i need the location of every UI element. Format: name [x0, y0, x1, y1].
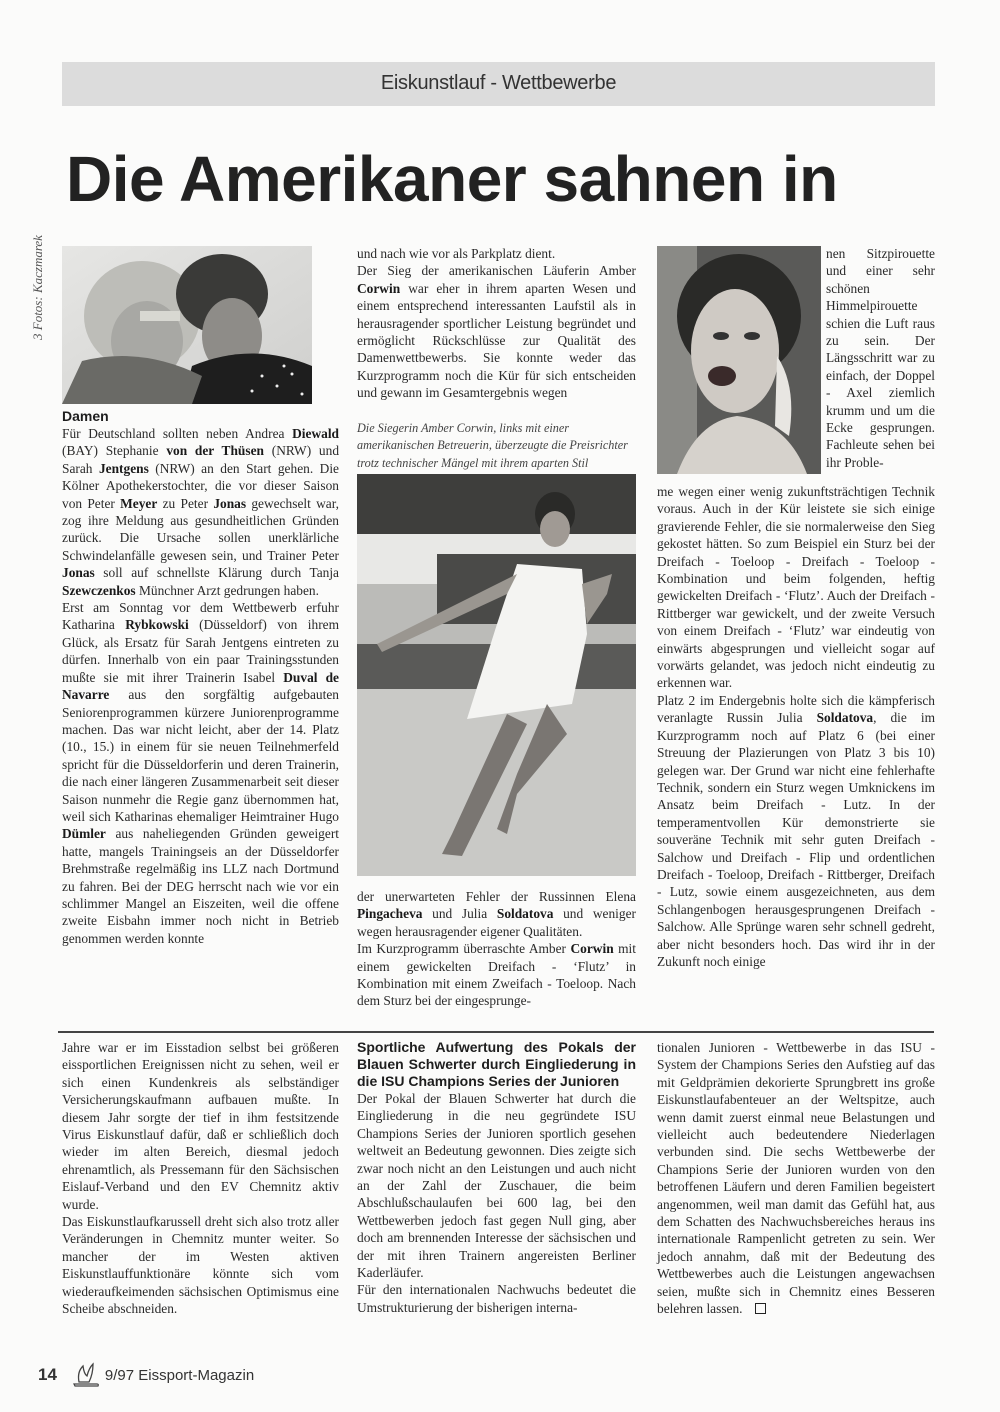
name-emphasis: von der Thüsen	[166, 443, 264, 459]
article-column-2-bottom	[357, 888, 636, 1010]
name-emphasis: Corwin	[570, 941, 614, 957]
paragraph	[657, 1039, 935, 1318]
paragraph: Platz 2 im Endergebnis holte sich die kämpferisch veranlagte Russin Julia Soldatova, die im Kurzprogramm noch auf Platz 6 (bei einer Streuung der Plazierungen von Platz 3 bis 10) gelegen war. Der Grund war nicht eine fehlerhafte Technik, sondern ein Sturz wegen Umknickens im Ansatz beim Dreifach - Lutz. In der temperamentvollen Kür demonstrierte sie souveräne Technik mit sehr guten Dreifach - Salchow und Dreifach - Flip und ordentlichen Dreifach - Toeloop, Dreifach - Rittberger, Dreifach - Lutz, sowie einem ausgezeichneten, aus dem Schlangenbogen herausgesprungenen Dreifach - Salchow. Alle Sprünge waren sehr schnell gedreht, aber nicht besonders hoch. Das wird ihr in der Zukunft noch einige	[657, 692, 935, 969]
paragraph: Erst am Sonntag vor dem Wettbewerb erfuhr Katharina Rybkowski (Düsseldorf) von ihrem Glück, als Ersatz für Sarah Jentgens eintreten zu dürfen. Innerhalb von ein paar Trainingsstunden mußte sie mit ihrer Trainerin Isabel Duval de Navarre aus den sorgfältig aufgebauten Seniorenprogrammen kürzere Juniorenprogramme machen. Das war nicht leicht, aber der 14. Platz (10., 15.) in einem für sie neuen Teilnehmerfeld spricht für die Düsseldorferin und deren Trainerin, die nach einer längeren Zusammenarbeit seit dieser Saison nunmehr die Regie ganz übernommen hat, weil sich Katharinas ehemaliger Heimtrainer Hugo Dümler aus naheliegenden Gründen geweigert hatte, mangels Trainingseis an der Düsseldorfer Brehmstraße regelmäßig ins LLZ nach Dortmund zu fahren. Bei der DEG herrscht nach wie vor ein schlimmer Mangel an Eiszeiten, weil die offene zweite Eisbahn immer noch nicht in Betrieb genommen werden konnte	[62, 600, 340, 946]
bottom-column-3	[657, 1039, 935, 1318]
article-column-3-wrap: nen Sitzpirouette und einer sehr schönen Himmelpirouette schien die Luft raus zu sein. Der Längsschritt war zu einfach, der Doppel - Axel ziemlich krumm und um die Ecke gesprungen. Fachleute sehen bei ihr Proble-	[826, 246, 935, 470]
skate-swan-icon	[71, 1362, 101, 1388]
headline: Die Amerikaner sahnen in	[66, 143, 838, 215]
paragraph: Jahre war er im Eisstadion selbst bei größeren eissportlichen Ereignissen nicht zu sehen, weil er sich einen Kundenkreis als selbständiger Versicherungskaufmann aufbauen mußte. In diesem Jahr sorgte der tief in ihm festsitzende Virus Eiskunstlauf dafür, daß er schließlich doch wieder im alten Bereich, diesmal jedoch ehrenamtlich, als Pressemann für den Sächsischen Eislauf-Verband und den EV Chemnitz aktiv wurde.	[62, 1040, 339, 1212]
paragraph: Im Kurzprogramm überraschte Amber Corwin mit einem gewickelten Dreifach - ‘Flutz’ in Kombination mit einem Zweifach - Toeloop. Nach dem Sturz bei der eingesprunge-	[357, 941, 636, 1009]
photo-skater-on-ice	[357, 474, 636, 876]
name-emphasis: Soldatova	[496, 906, 554, 922]
name-emphasis: Jonas	[62, 565, 95, 581]
paragraph: der unerwarteten Fehler der Russinnen Elena Pingacheva und Julia Soldatova und weniger wegen herausragender eigener Qualitäten.	[357, 889, 636, 939]
paragraph: Der Pokal der Blauen Schwerter hat durch die Eingliederung in die neu gegründete ISU Champions Series der Junioren sportlich gesehen weltweit an Bedeutung gewonnen. Dies zeigte sich zwar noch nicht an den Leistungen und auch nicht an der Zahl der Zuschauer, die beim Abschlußschaulaufen bei 600 lag, bei den Wettbewerben jedoch fast gegen Null ging, aber doch am brennenden Interesse der sächsischen und der mit ihren Trainern angereisten Berliner Kaderläufer.	[357, 1091, 636, 1281]
bottom-column-1	[62, 1039, 339, 1318]
name-emphasis: Dümler	[62, 826, 106, 842]
article-column-3	[657, 483, 935, 970]
name-emphasis: Rybkowski	[125, 617, 189, 633]
name-emphasis: Soldatova	[816, 710, 874, 726]
name-emphasis: Pingacheva	[357, 906, 423, 922]
name-emphasis: Corwin	[357, 280, 401, 296]
photo-caption: Die Siegerin Amber Corwin, links mit einer amerikanischen Betreuerin, überzeugte die Preisrichter trotz technischer Mängel mit ihrem aparten Stil	[357, 421, 628, 470]
name-emphasis: Szewczenkos	[62, 582, 136, 598]
section-divider-rule	[58, 1031, 934, 1033]
section-title: Eiskunstlauf - Wettbewerbe	[380, 72, 617, 94]
name-emphasis: Meyer	[120, 495, 158, 511]
end-mark-icon	[755, 1303, 766, 1314]
paragraph: Für den internationalen Nachwuchs bedeutet die Umstrukturierung der bisherigen interna-	[357, 1282, 636, 1315]
page-number: 14	[38, 1365, 57, 1384]
subhead-pokal: Sportliche Aufwertung des Pokals der Blauen Schwerter durch Eingliederung in die ISU Champions Series der Junioren	[357, 1039, 636, 1089]
name-emphasis: Duval de Navarre	[62, 669, 340, 703]
article-column-1	[62, 408, 339, 947]
bottom-column-2	[357, 1039, 636, 1316]
photo-skater-portrait	[657, 246, 821, 474]
issue-label: 9/97 Eissport-Magazin	[104, 1366, 255, 1384]
paragraph-text: tionalen Junioren - Wettbewerbe in das ISU - System der Champions Series den Aufstieg auf das mit Geldprämien dekorierte Sprungbrett ins große Eiskunstlaufabenteuer an der Weltspitze, auch wenn damit zuerst einmal neue Belastungen und vielleicht auch bedeutendere Niederlagen verbunden sind. Die sechs Wettbewerbe der Champions Serie der Junioren wurden von den betroffenen Läufern und deren Familien begeistert angenommen, weil man damit das Gefühl hat, aus dem Schatten des Nachwuchsbereiches heraus ins internationale Rampenlicht getreten zu sein. Wer jedoch annahm, daß mit der Bedeutung des Wettbewerbes auch die Leistungen angewachsen seien, mußte sich in Chemnitz eines Besseren belehren lassen.	[657, 1040, 935, 1317]
name-emphasis: Diewald	[292, 426, 339, 441]
name-emphasis: Jentgens	[98, 460, 149, 476]
name-emphasis: Jonas	[213, 495, 247, 511]
paragraph: Das Eiskunstlaufkarussell dreht sich also trotz aller Veränderungen in Chemnitz munter weiter. So mancher der im Westen aktiven Eiskunstlauffunktionäre könnte sich vom wiederaufkeimenden sächsischen Optimismus eine Scheibe abschneiden.	[62, 1214, 339, 1317]
article-column-2-top	[357, 245, 636, 402]
paragraph: und nach wie vor als Parkplatz dient.	[357, 246, 556, 261]
subhead-damen: Damen	[62, 408, 109, 424]
paragraph: Der Sieg der amerikanischen Läuferin Amber Corwin war eher in ihrem aparten Wesen und einem entsprechend interessanten Laufstil als in herausragender sportlicher Leistung begründet und ermöglicht Rückschlüsse zur Qualität des Damenwettbewerbs. Sie konnte weder das Kurzprogramm noch die Kür für sich entscheiden und gewann im Gesamtergebnis wegen	[357, 263, 636, 401]
paragraph: me wegen einer wenig zukunftsträchtigen Technik voraus. Auch in der Kür leistete sie sich einige gravierende Fehler, die sie normalerweise den Sieg gekostet hätten. So zum Beispiel ein Sturz bei der Dreifach - Toeloop - Dreifach - Toeloop - Kombination und beim folgenden, heftig gewickelten Dreifach - ‘Flutz’. Auch der Dreifach - Rittberger war gewickelt, und der zweite Versuch von einem Dreifach - ‘Flutz’ war eindeutig von einwärts abgesprungen und vielleicht sogar auf vorwärts gelandet, was jedoch nicht eindeutig zu erkennen war.	[657, 484, 935, 691]
photo-credit: 3 Fotos: Kaczmarek	[30, 235, 45, 340]
photo-coach-and-skater	[62, 246, 312, 404]
paragraph: Für Deutschland sollten neben Andrea Diewald (BAY) Stephanie von der Thüsen (NRW) und Sarah Jentgens (NRW) an den Start gehen. Die Kölner Apothekerstochter, die vor dieser Saison von Peter Meyer zu Peter Jonas gewechselt war, zog ihre Meldung aus gesundheitlichen Gründen zurück. Die Ursache sollen unerklärliche Schwindelanfälle gewesen sein, und Trainer Peter Jonas soll auf schnellste Klärung durch Tanja Szewczenkos Münchner Arzt gedrungen haben.	[62, 426, 340, 598]
page-footer	[38, 1362, 254, 1388]
section-header-bar	[62, 62, 935, 106]
